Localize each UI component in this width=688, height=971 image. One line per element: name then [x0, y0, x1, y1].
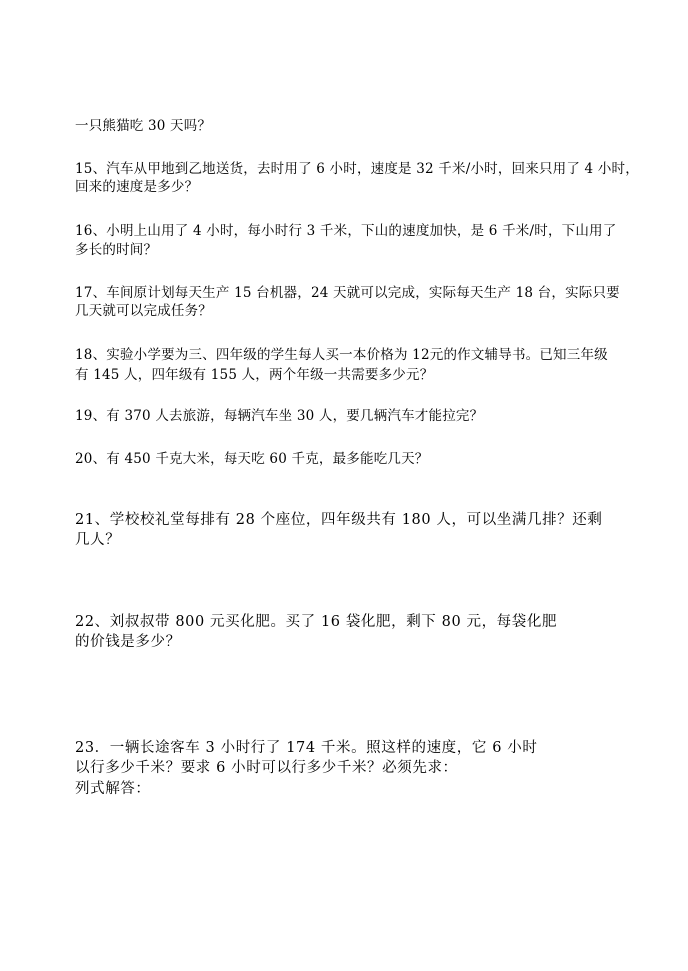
- problem-18-line-2: 有 145 人，四年级有 155 人，两个年级一共需要多少元？: [75, 367, 434, 383]
- problem-17-line-2: 几天就可以完成任务？: [75, 303, 212, 319]
- problem-14-line-1: 一只熊猫吃 30 天吗？: [75, 118, 212, 134]
- problem-23-line-2: 以行多少千米？要求 6 小时可以行多少千米？必须先求：: [75, 760, 458, 776]
- problem-23-line-3: 列式解答：: [75, 781, 151, 797]
- problem-15-line-2: 回来的速度是多少？: [75, 179, 199, 195]
- problem-17-line-1: 17、车间原计划每天生产 15 台机器，24 天就可以完成，实际每天生产 18 台，实际只要: [75, 285, 620, 301]
- problem-16-line-2: 多长的时间？: [75, 242, 158, 258]
- problem-23-line-1: 23．一辆长途客车 3 小时行了 174 千米。照这样的速度，它 6 小时: [75, 740, 538, 756]
- problem-22-line-2: 的价钱是多少？: [75, 634, 181, 650]
- problem-21-line-1: 21、学校校礼堂每排有 28 个座位，四年级共有 180 人，可以坐满几排？还剩: [75, 512, 603, 528]
- problem-19-line-1: 19、有 370 人去旅游，每辆汽车坐 30 人，要几辆汽车才能拉完？: [75, 408, 484, 424]
- problem-22-line-1: 22、刘叔叔带 800 元买化肥。买了 16 袋化肥，剩下 80 元，每袋化肥: [75, 614, 558, 630]
- problem-18-line-1: 18、实验小学要为三、四年级的学生每人买一本价格为 12元的作文辅导书。已知三年级: [75, 347, 608, 363]
- problem-16-line-1: 16、小明上山用了 4 小时，每小时行 3 千米，下山的速度加快，是 6 千米/时，下山用了: [75, 223, 617, 239]
- problem-15-line-1: 15、汽车从甲地到乙地送货，去时用了 6 小时，速度是 32 千米/小时，回来只用了 4 小时，: [75, 161, 639, 177]
- problem-20-line-1: 20、有 450 千克大米，每天吃 60 千克，最多能吃几天？: [75, 451, 429, 467]
- problem-21-line-2: 几人？: [75, 532, 121, 548]
